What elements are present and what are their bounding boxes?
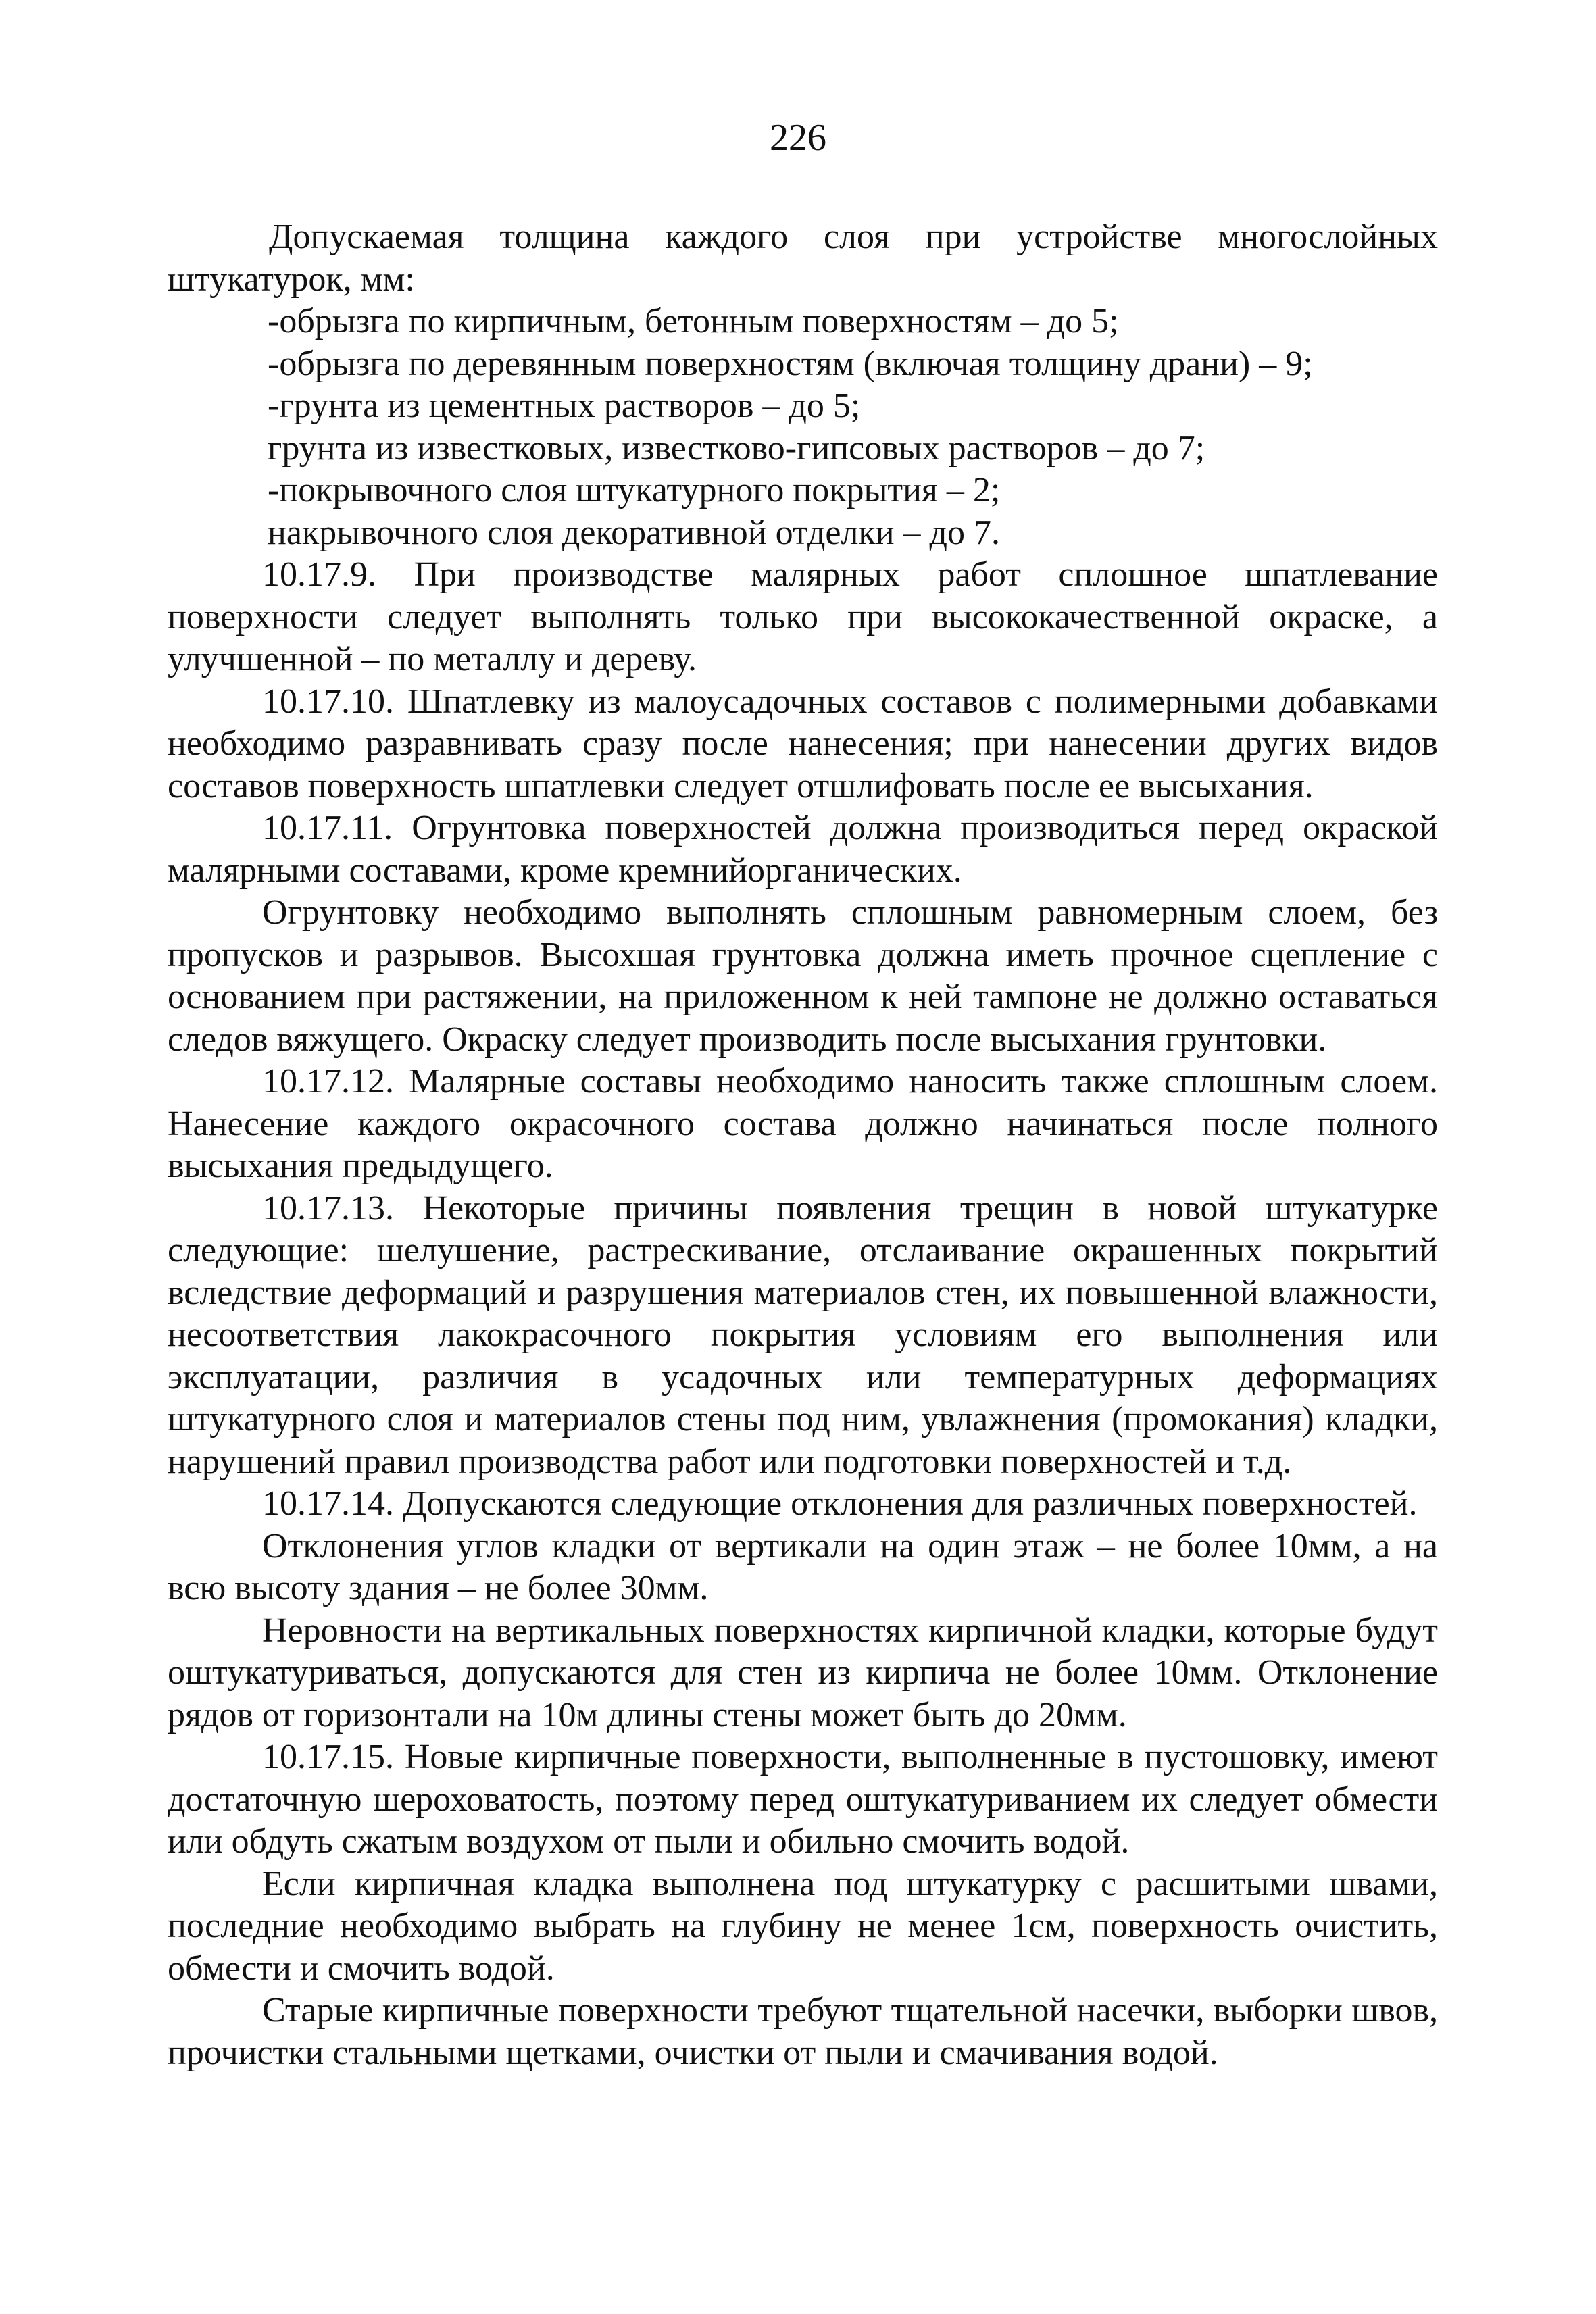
list-item: -грунта из цементных растворов – до 5;	[268, 386, 861, 425]
paragraph-10-17-12: 10.17.12. Малярные составы необходимо наносить также сплошным слоем. Нанесение каждого окрасочного состава должно начинаться после полного высыхания предыдущего.	[168, 1062, 1438, 1185]
paragraph-10-17-13: 10.17.13. Некоторые причины появления трещин в новой штукатурке следующие: шелушение, растрескивание, отслаивание окрашенных покрытий вследствие деформаций и разрушения материалов стен, их повышенной влажности, несоответствия лакокрасочного покрытия условиям его выполнения или эксплуатации, различия в усадочных или температурных деформациях штукатурного слоя и материалов стены под ним, увлажнения (промокания) кладки, нарушений правил производства работ или подготовки поверхностей и т.д.	[168, 1188, 1438, 1481]
paragraph-raked-joints: Если кирпичная кладка выполнена под штукатурку с расшитыми швами, последние необходимо выбрать на глубину не менее 1см, поверхность очистить, обмести и смочить водой.	[168, 1864, 1438, 1988]
list-item: -обрызга по деревянным поверхностям (включая толщину драни) – 9;	[268, 344, 1313, 383]
list-item: накрывочного слоя декоративной отделки – до 7.	[268, 513, 1000, 552]
paragraph-priming: Огрунтовку необходимо выполнять сплошным равномерным слоем, без пропусков и разрывов. Высохшая грунтовка должна иметь прочное сцепление с основанием при растяжении, на приложенном к ней тампоне не должно оставаться следов вяжущего. Окраску следует производить после высыхания грунтовки.	[168, 893, 1438, 1059]
paragraph-10-17-14: 10.17.14. Допускаются следующие отклонения для различных поверхностей.	[262, 1484, 1418, 1523]
paragraph-unevenness: Неровности на вертикальных поверхностях кирпичной кладки, которые будут оштукатуриваться, допускаются для стен из кирпича не более 10мм. Отклонение рядов от горизонтали на 10м длины стены может быть до 20мм.	[168, 1611, 1438, 1734]
list-item: -обрызга по кирпичным, бетонным поверхностям – до 5;	[268, 302, 1119, 341]
paragraph-10-17-11: 10.17.11. Огрунтовка поверхностей должна производиться перед окраской малярными составами, кроме кремнийорганических.	[168, 809, 1438, 890]
paragraph-10-17-9: 10.17.9. При производстве малярных работ сплошное шпатлевание поверхности следует выполнять только при высококачественной окраске, а улучшенной – по металлу и дереву.	[168, 555, 1438, 678]
list-item: -покрывочного слоя штукатурного покрытия – 2;	[268, 471, 1001, 509]
intro-paragraph: Допускаемая толщина каждого слоя при устройстве многослойных штукатурок, мм:	[168, 218, 1438, 299]
page-body	[168, 216, 1438, 2074]
list-item: грунта из известковых, известково-гипсовых растворов – до 7;	[268, 428, 1205, 468]
paragraph-10-17-10: 10.17.10. Шпатлевку из малоусадочных составов с полимерными добавками необходимо разравнивать сразу после нанесения; при нанесении других видов составов поверхность шпатлевки следует отшлифовать после ее высыхания.	[168, 682, 1438, 805]
paragraph-10-17-15: 10.17.15. Новые кирпичные поверхности, выполненные в пустошовку, имеют достаточную шероховатость, поэтому перед оштукатуриванием их следует обмести или обдуть сжатым воздухом от пыли и обильно смочить водой.	[168, 1738, 1438, 1861]
paragraph-corner-deviation: Отклонения углов кладки от вертикали на один этаж – не более 10мм, а на всю высоту здания – не более 30мм.	[168, 1526, 1438, 1607]
page-number: 226	[770, 117, 826, 159]
paragraph-old-brick: Старые кирпичные поверхности требуют тщательной насечки, выборки швов, прочистки стальными щетками, очистки от пыли и смачивания водой.	[168, 1991, 1438, 2072]
layer-thickness-list	[168, 301, 1438, 554]
